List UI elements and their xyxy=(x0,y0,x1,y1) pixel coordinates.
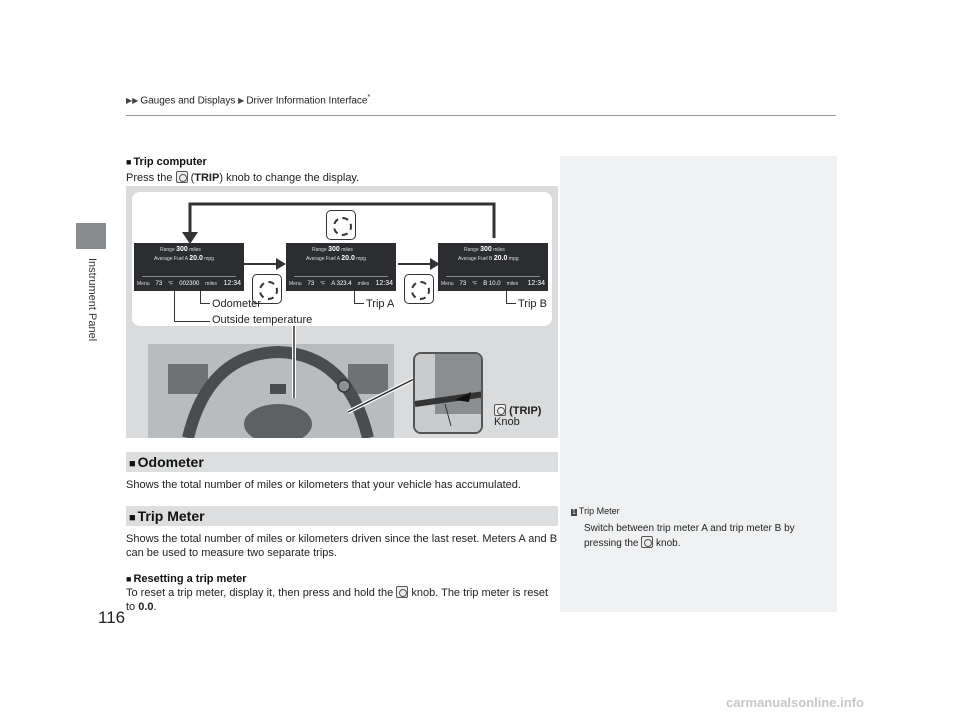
chapter-label: Instrument Panel xyxy=(86,258,98,342)
trip-b-leader-line xyxy=(506,290,516,304)
note-trip-meter-title: 1 Trip Meter xyxy=(572,506,620,516)
trip-knob-icon xyxy=(396,586,408,598)
knob-closeup-inset xyxy=(413,352,483,434)
trip-b-callout: Trip B xyxy=(518,298,547,310)
odometer-callout: Odometer xyxy=(212,298,261,310)
lcd-screen-trip-a: Range 300 miles Average Fuel A 20.0 mpg Menu 73 °F A 323.4 miles 12:34 xyxy=(286,243,396,291)
fuel-gauge-bar xyxy=(446,265,540,277)
square-bullet-icon: ■ xyxy=(126,574,132,584)
reset-trip-meter-heading: ■ Resetting a trip meter xyxy=(126,573,247,585)
trip-knob-callout: (TRIP) xyxy=(494,404,541,417)
trip-knob-icon xyxy=(494,404,506,416)
odometer-description: Shows the total number of miles or kilometers that your vehicle has accumulated. xyxy=(126,479,521,491)
fuel-gauge-bar xyxy=(142,265,236,277)
trip-computer-diagram xyxy=(126,186,558,438)
breadcrumb-link-gauges[interactable]: Gauges and Displays xyxy=(140,95,236,107)
page-number: 116 xyxy=(98,608,126,627)
trip-knob-icon xyxy=(641,536,653,548)
breadcrumb-asterisk: * xyxy=(367,94,371,101)
trip-knob-icon xyxy=(326,210,356,240)
outside-temperature-callout: Outside temperature xyxy=(212,314,313,326)
trip-computer-instruction: Press the (TRIP) knob to change the display. xyxy=(126,172,360,184)
steering-wheel-illustration xyxy=(148,344,394,438)
trip-knob-icon xyxy=(404,274,434,304)
breadcrumb-link-interface[interactable]: Driver Information Interface xyxy=(246,95,368,107)
lcd-screen-odometer: Range 300 miles Average Fuel A 20.0 mpg Menu 73 °F 002300 miles 12:34 xyxy=(134,243,244,291)
fuel-gauge-bar xyxy=(294,265,388,277)
temperature-leader-line xyxy=(174,290,210,322)
breadcrumb xyxy=(126,94,370,106)
note-trip-meter-text: Switch between trip meter A and trip meter B by pressing the knob. xyxy=(584,523,795,549)
trip-meter-description: Shows the total number of miles or kilometers driven since the last reset. Meters A and B can be used to measure two separate trips. xyxy=(126,533,558,559)
trip-a-leader-line xyxy=(354,290,364,304)
trip-a-callout: Trip A xyxy=(366,298,395,310)
chapter-tab xyxy=(76,223,106,249)
trip-knob-icon xyxy=(176,171,188,183)
square-bullet-icon: ■ xyxy=(126,157,132,167)
dashboard-illustration xyxy=(148,344,394,438)
square-bullet-icon: ■ xyxy=(129,512,136,524)
trip-meter-section-heading: ■ Trip Meter xyxy=(126,506,558,526)
square-bullet-icon: ■ xyxy=(129,458,136,470)
breadcrumb-arrow-icon: ▶▶ xyxy=(126,96,139,106)
watermark: carmanualsonline.info xyxy=(726,695,864,710)
knob-closeup-illustration xyxy=(415,354,483,434)
header-rule xyxy=(126,115,836,116)
knob-word-callout: Knob xyxy=(494,416,520,428)
lcd-screen-trip-b: Range 300 miles Average Fuel B 20.0 mpg Menu 73 °F B 10.0 miles 12:34 xyxy=(438,243,548,291)
breadcrumb-arrow-icon: ▶ xyxy=(238,96,245,106)
trip-computer-heading: ■ Trip computer xyxy=(126,156,207,168)
reset-trip-meter-text: To reset a trip meter, display it, then press and hold the knob. The trip meter is reset to 0.0. xyxy=(126,587,549,613)
odometer-section-heading: ■ Odometer xyxy=(126,452,558,472)
